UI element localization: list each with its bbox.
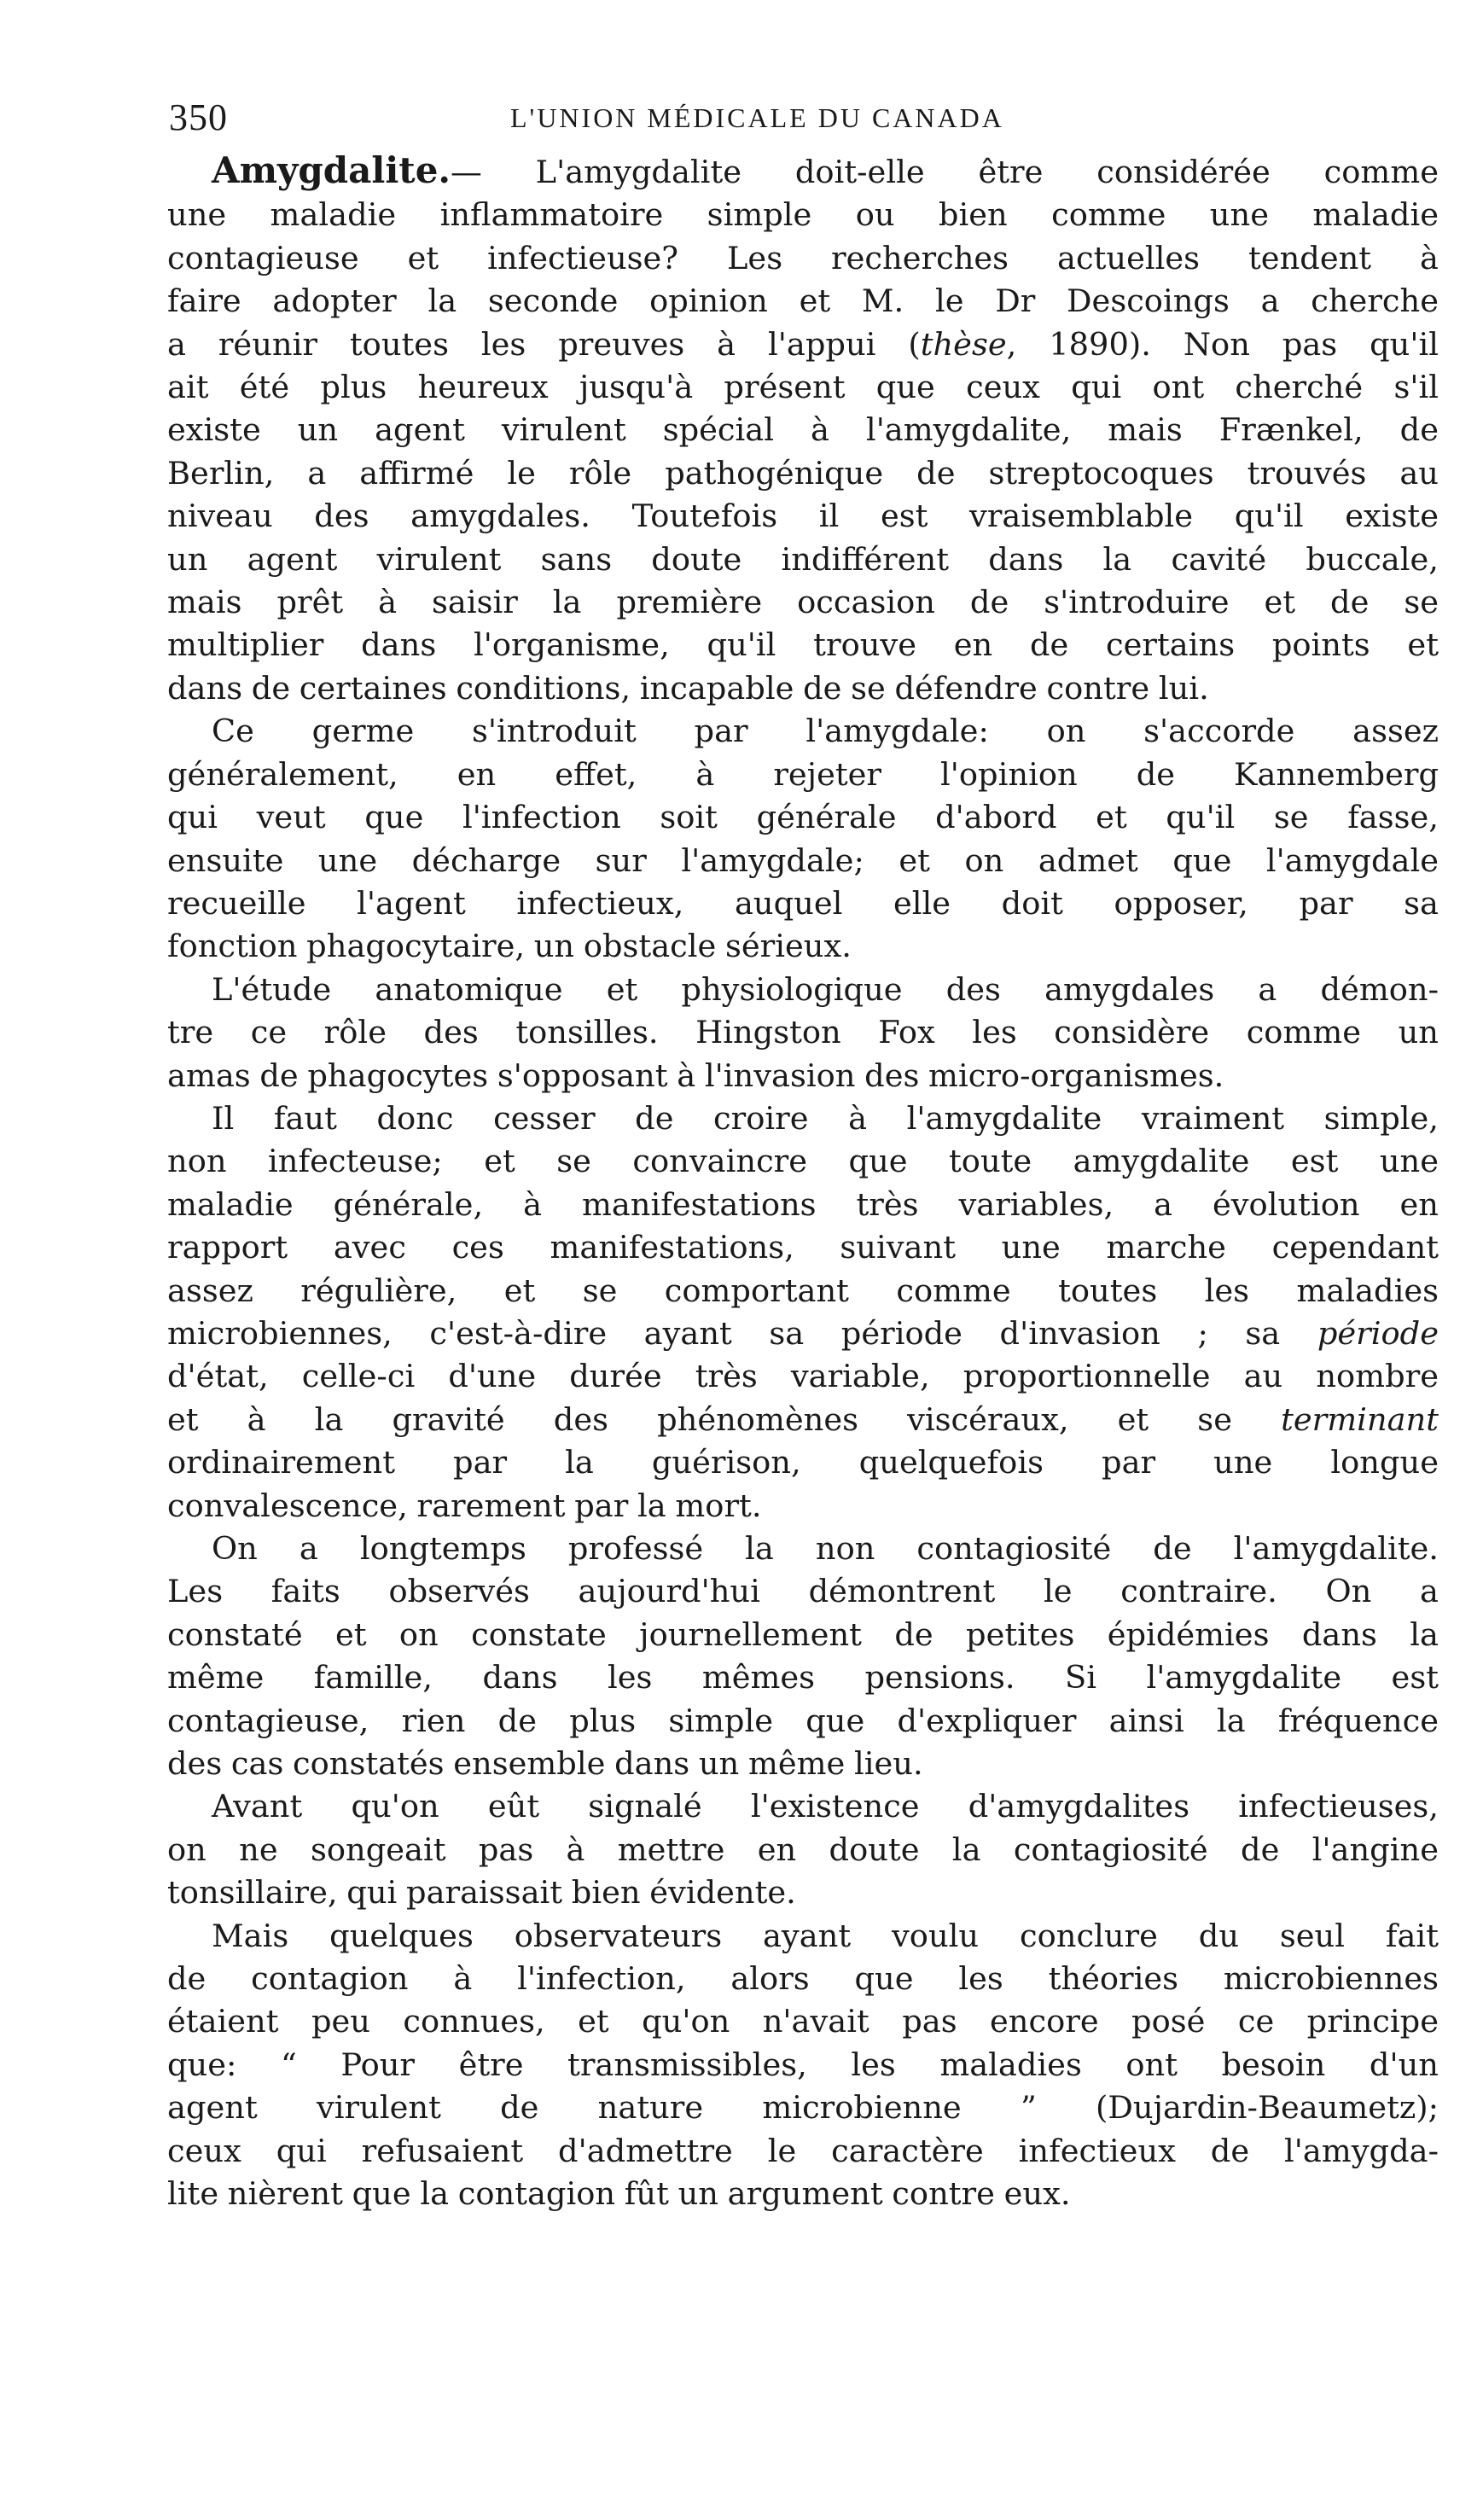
text-line: rapport avec ces manifestations, suivant une marche cependant (167, 1229, 1439, 1266)
text-line: Les faits observés aujourd'hui démontrent le contraire. On a (167, 1573, 1439, 1610)
text-line: dans de certaines conditions, incapable de se défendre contre lui. (167, 669, 1209, 707)
text-line: un agent virulent sans doute indifférent dans la cavité buccale, (167, 540, 1439, 578)
text-line: contagieuse et infectieuse? Les recherches actuelles tendent à (167, 239, 1439, 276)
text-line: ait été plus heureux jusqu'à présent que ceux qui ont cherché s'il (167, 369, 1439, 406)
text-line: multiplier dans l'organisme, qu'il trouve en de certains points et (167, 626, 1439, 664)
text-line: constaté et on constate journellement de petites épidémies dans la (167, 1615, 1439, 1653)
thesis-reference: thèse (920, 325, 1007, 363)
text-line: niveau des amygdales. Toutefois il est vraisemblable qu'il existe (167, 498, 1439, 535)
text-line: et à la gravité des phénomènes viscéraux, et se terminant (167, 1400, 1439, 1438)
article-body (167, 149, 1439, 2216)
text-line: non infecteuse; et se convaincre que toute amygdalite est une (167, 1143, 1439, 1180)
text-line: ceux qui refusaient d'admettre le caractère infectieux de l'amygda- (167, 2132, 1439, 2169)
italic-terminant: terminant (1281, 1400, 1439, 1438)
text-line: Ce germe s'introduit par l'amygdale: on s'accorde assez (212, 713, 1439, 750)
text-line: qui veut que l'infection soit générale d'abord et qu'il se fasse, (167, 799, 1439, 836)
text-line: fonction phagocytaire, un obstacle sérieux. (167, 928, 852, 965)
text-line: Amygdalite.— L'amygdalite doit-elle être considérée comme (212, 149, 1439, 191)
paragraph-cesser-de-croire (167, 1097, 1439, 1528)
text-line: L'étude anatomique et physiologique des amygdales a démon- (212, 970, 1439, 1008)
text-line: que: “ Pour être transmissibles, les maladies ont besoin d'un (167, 2046, 1439, 2083)
text-line: amas de phagocytes s'opposant à l'invasion des micro-organismes. (167, 1056, 1224, 1094)
text-line: contagieuse, rien de plus simple que d'expliquer ainsi la fréquence (167, 1702, 1439, 1739)
text-line: Mais quelques observateurs ayant voulu conclure du seul fait (212, 1917, 1439, 1954)
text-line: agent virulent de nature microbienne ” (Dujardin-Beaumetz); (167, 2089, 1439, 2127)
italic-periode: période (1317, 1314, 1439, 1352)
text-line: recueille l'agent infectieux, auquel elle doit opposer, par sa (167, 884, 1439, 922)
text-line: Avant qu'on eût signalé l'existence d'amygdalites infectieuses, (212, 1788, 1439, 1825)
text-line: a réunir toutes les preuves à l'appui (thèse, 1890). Non pas qu'il (167, 325, 1439, 363)
paragraph-avant-signale (167, 1785, 1439, 1914)
text-line: ensuite une décharge sur l'amygdale; et on admet que l'amygdale (167, 841, 1439, 879)
text-line: Il faut donc cesser de croire à l'amygdalite vraiment simple, (212, 1099, 1439, 1137)
text-line: existe un agent virulent spécial à l'amygdalite, mais Frænkel, de (167, 411, 1439, 449)
section-lead-heading: Amygdalite. (212, 149, 451, 191)
paragraph-etude-anatomique (167, 969, 1439, 1097)
text-line: tre ce rôle des tonsilles. Hingston Fox les considère comme un (167, 1014, 1439, 1051)
text-line: généralement, en effet, à rejeter l'opinion de Kannemberg (167, 755, 1439, 793)
text-line: des cas constatés ensemble dans un même lieu. (167, 1745, 923, 1783)
text-line: lite nièrent que la contagion fût un argument contre eux. (167, 2175, 1071, 2213)
text-line: assez régulière, et se comportant comme toutes les maladies (167, 1272, 1439, 1309)
text-line: maladie générale, à manifestations très variables, a évolution en (167, 1185, 1439, 1223)
paragraph-amygdalite-intro (167, 149, 1439, 710)
paragraph-observateurs (167, 1915, 1439, 2216)
text-line: convalescence, rarement par la mort. (167, 1487, 762, 1524)
text-line: d'état, celle-ci d'une durée très variable, proportionnelle au nombre (167, 1358, 1439, 1395)
text-line: de contagion à l'infection, alors que les théories microbiennes (167, 1960, 1439, 1998)
paragraph-contagiosite (167, 1528, 1439, 1785)
page-header (169, 96, 1483, 147)
text-line: ordinairement par la guérison, quelquefois par une longue (167, 1444, 1439, 1481)
text-line: on ne songeait pas à mettre en doute la contagiosité de l'angine (167, 1830, 1439, 1868)
page-number: 350 (169, 96, 228, 138)
text-line: faire adopter la seconde opinion et M. le Dr Descoings a cherche (167, 282, 1439, 320)
text-line: microbiennes, c'est-à-dire ayant sa période d'invasion ; sa période (167, 1314, 1439, 1352)
text-line: même famille, dans les mêmes pensions. Si l'amygdalite est (167, 1659, 1439, 1696)
text-line: On a longtemps professé la non contagiosité de l'amygdalite. (212, 1530, 1439, 1567)
text-line: une maladie inflammatoire simple ou bien comme une maladie (167, 196, 1439, 234)
running-title: L'UNION MÉDICALE DU CANADA (510, 102, 1004, 133)
paragraph-germe (167, 710, 1439, 968)
text-line: tonsillaire, qui paraissait bien évidente. (167, 1874, 796, 1912)
text-line: mais prêt à saisir la première occasion de s'introduire et de se (167, 584, 1439, 621)
text-line: Berlin, a affirmé le rôle pathogénique de streptocoques trouvés au (167, 454, 1439, 492)
text-line: étaient peu connues, et qu'on n'avait pas encore posé ce principe (167, 2003, 1439, 2040)
